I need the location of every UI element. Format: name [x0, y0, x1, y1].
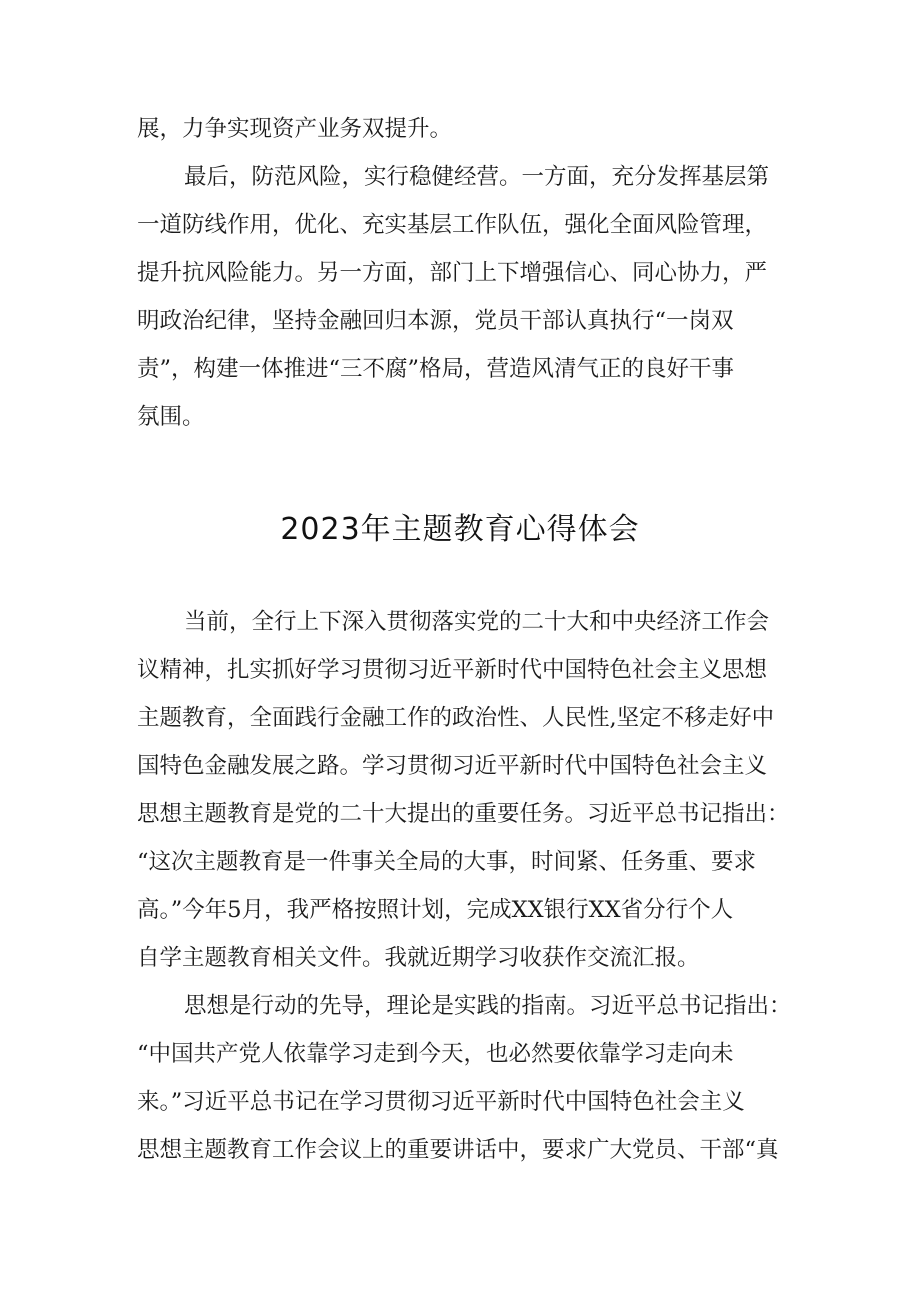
text-line: 国特色金融发展之路。学习贯彻习近平新时代中国特色社会主义	[137, 753, 768, 779]
text-line: 责”，构建一体推进“三不腐”格局，营造风清气正的良好干事	[137, 356, 735, 382]
paragraph-first-line: 思想是行动的先导，理论是实践的指南。习近平总书记指出：	[184, 993, 792, 1019]
paragraph-first-line: 最后，防范风险，实行稳健经营。一方面，充分发挥基层第	[184, 164, 770, 190]
text-line: 自学主题教育相关文件。我就近期学习收获作交流汇报。	[137, 945, 700, 971]
text-line: 来。”习近平总书记在学习贯彻习近平新时代中国特色社会主义	[137, 1089, 745, 1115]
text-line: 提升抗风险能力。另一方面，部门上下增强信心、同心协力，严	[137, 260, 768, 286]
text-line: “中国共产党人依靠学习走到今天，也必然要依靠学习走向未	[137, 1041, 734, 1067]
document-title: 2023年主题教育心得体会	[280, 512, 640, 547]
text-line: 氛围。	[137, 404, 205, 430]
text-line: 思想主题教育是党的二十大提出的重要任务。习近平总书记指出：	[137, 801, 790, 827]
text-line: 明政治纪律，坚持金融回归本源，党员干部认真执行“一岗双	[137, 308, 734, 334]
text-line: 一道防线作用，优化、充实基层工作队伍，强化全面风险管理，	[137, 212, 768, 238]
text-line: 高。”今年5月，我严格按照计划，完成XX银行XX省分行个人	[137, 897, 734, 923]
text-line: 议精神，扎实抓好学习贯彻习近平新时代中国特色社会主义思想	[137, 657, 768, 683]
text-line: 主题教育，全面践行金融工作的政治性、人民性,坚定不移走好中	[137, 705, 775, 731]
text-line: 思想主题教育工作会议上的重要讲话中，要求广大党员、干部“真	[137, 1137, 779, 1163]
text-line: 展，力争实现资产业务双提升。	[137, 116, 453, 142]
paragraph-first-line: 当前，全行上下深入贯彻落实党的二十大和中央经济工作会	[184, 609, 770, 635]
text-line: “这次主题教育是一件事关全局的大事，时间紧、任务重、要求	[137, 849, 757, 875]
